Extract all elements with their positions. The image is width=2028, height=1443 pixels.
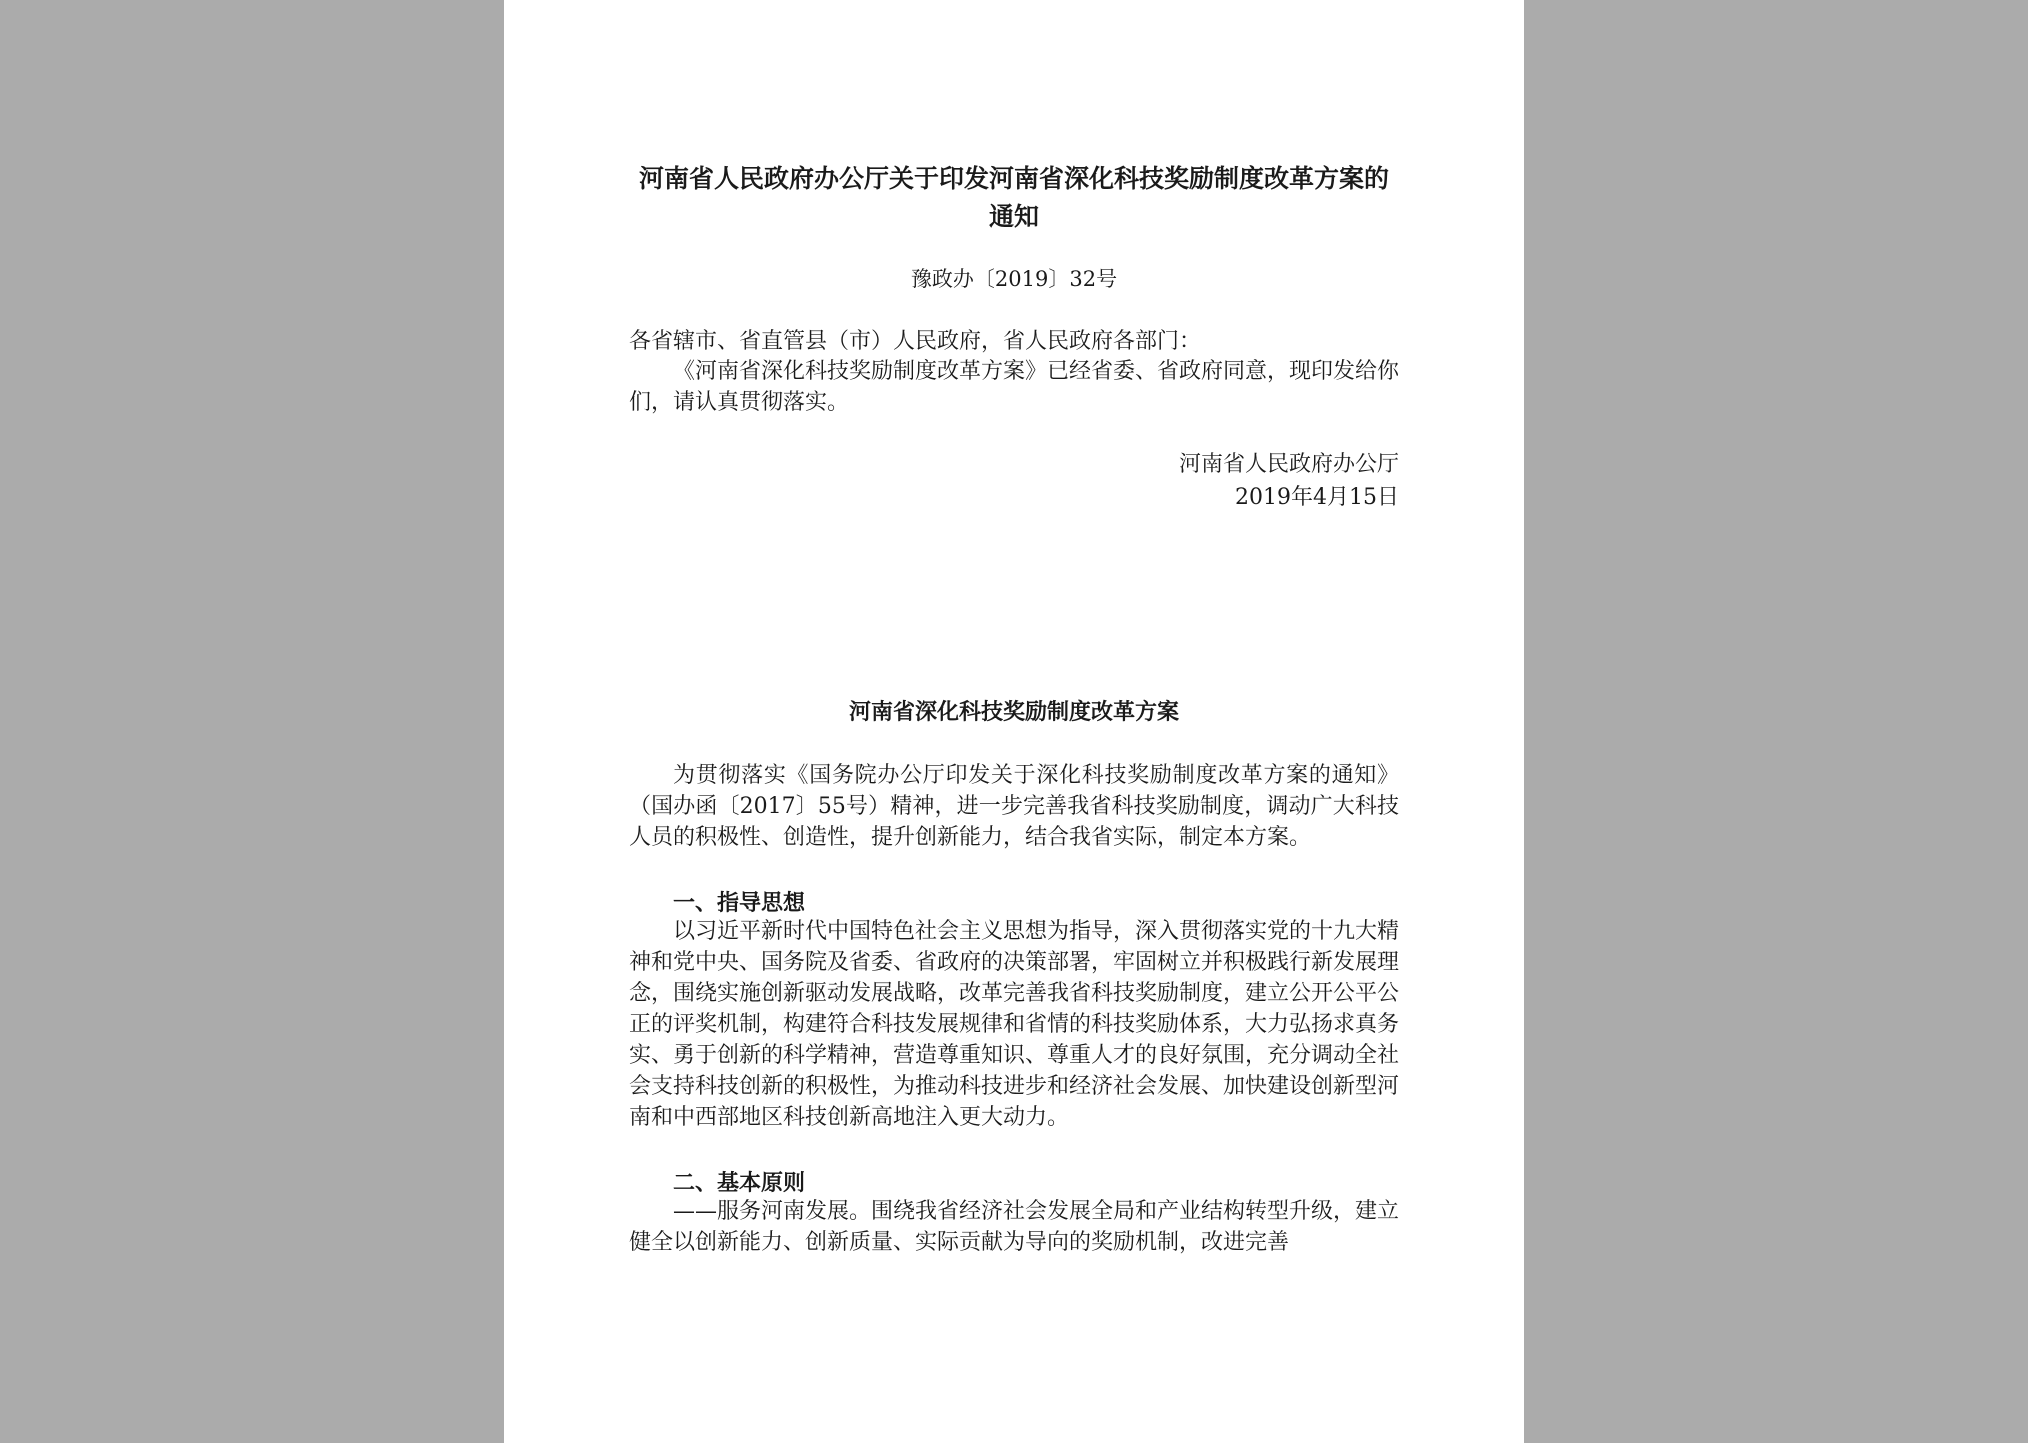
section-heading-guiding-ideology: 一、指导思想 — [673, 891, 806, 916]
plan-title: 河南省深化科技奖励制度改革方案 — [848, 700, 1179, 725]
document-title: 河南省人民政府办公厅关于印发河南省深化科技奖励制度改革方案的通知 — [638, 164, 1389, 231]
plan-intro: 为贯彻落实《国务院办公厅印发关于深化科技奖励制度改革方案的通知》（国办函〔2017〕55号）精神，进一步完善我省科技奖励制度，调动广大科技人员的积极性、创造性，提升创新能力，结合我省实际，制定本方案。 — [629, 763, 1399, 850]
section-body-guiding-ideology: 以习近平新时代中国特色社会主义思想为指导，深入贯彻落实党的十九大精神和党中央、国务院及省委、省政府的决策部署，牢固树立并积极践行新发展理念，围绕实施创新驱动发展战略，改革完善我省科技奖励制度，建立公开公平公正的评奖机制，构建符合科技发展规律和省情的科技奖励体系，大力弘扬求真务实、勇于创新的科学精神，营造尊重知识、尊重人才的良好氛围，充分调动全社会支持科技创新的积极性，为推动科技进步和经济社会发展、加快建设创新型河南和中西部地区科技创新高地注入更大动力。 — [629, 919, 1400, 1130]
document-page — [504, 0, 1524, 1443]
section-heading-basic-principles: 二、基本原则 — [673, 1171, 806, 1196]
salutation: 各省辖市、省直管县（市）人民政府，省人民政府各部门： — [629, 329, 1202, 354]
issuer: 河南省人民政府办公厅 — [1178, 452, 1399, 477]
document-number: 豫政办〔2019〕32号 — [910, 267, 1118, 291]
issue-date: 2019年4月15日 — [1235, 485, 1399, 510]
section-body-basic-principles: ——服务河南发展。围绕我省经济社会发展全局和产业结构转型升级，建立健全以创新能力、创新质量、实际贡献为导向的奖励机制，改进完善 — [629, 1199, 1400, 1255]
notice-body: 《河南省深化科技奖励制度改革方案》已经省委、省政府同意，现印发给你们，请认真贯彻落实。 — [629, 359, 1400, 415]
